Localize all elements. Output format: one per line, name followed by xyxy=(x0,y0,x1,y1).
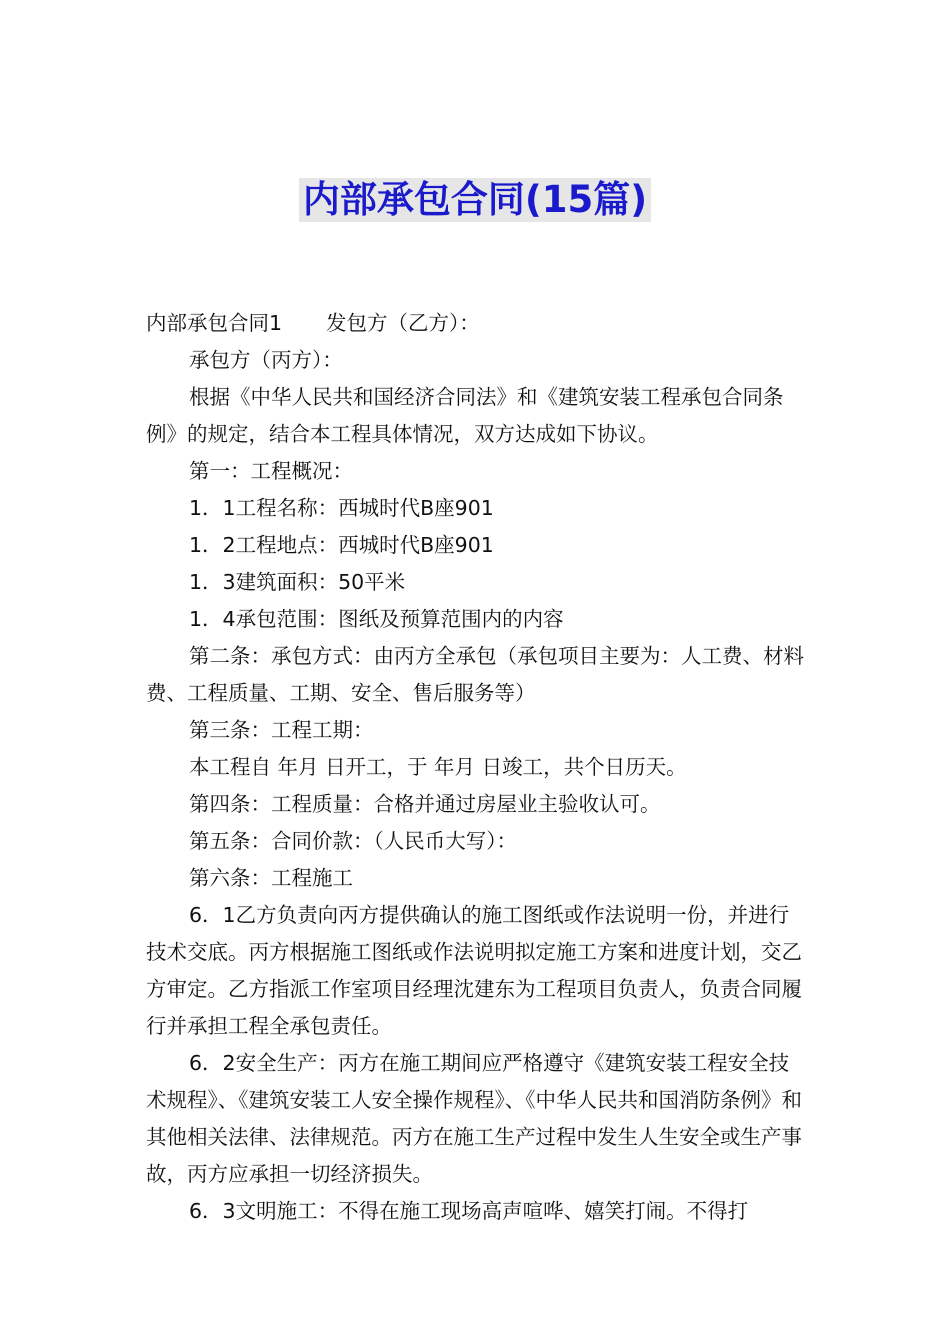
party-a-label: 发包方（乙方）： xyxy=(326,311,480,335)
title-block xyxy=(0,178,950,222)
paragraph-article-6: 第六条：工程施工 xyxy=(189,866,353,890)
contract-heading: 内部承包合同1 xyxy=(146,311,283,335)
document-title: 内部承包合同(15篇) xyxy=(299,178,651,222)
paragraph-1-3: 1．3建筑面积：50平米 xyxy=(189,570,406,594)
document-body xyxy=(146,305,808,1230)
paragraph-article-3: 第三条：工程工期： xyxy=(189,718,374,742)
paragraph-article-5: 第五条：合同价款：（人民币大写）： xyxy=(189,829,517,853)
paragraph-party-b: 承包方（丙方）： xyxy=(189,348,343,372)
contract-heading-line xyxy=(146,305,808,342)
paragraph-preamble: 根据《中华人民共和国经济合同法》和《建筑安装工程承包合同条例》的规定，结合本工程具体情况，双方达成如下协议。 xyxy=(146,385,784,446)
paragraph-article-2: 第二条：承包方式：由丙方全承包（承包项目主要为：人工费、材料费、工程质量、工期、安全、售后服务等） xyxy=(146,644,804,705)
paragraph-1-2: 1．2工程地点：西城时代B座901 xyxy=(189,533,494,557)
paragraph-article-4: 第四条：工程质量：合格并通过房屋业主验收认可。 xyxy=(189,792,661,816)
paragraph-6-1: 6．1乙方负责向丙方提供确认的施工图纸或作法说明一份，并进行技术交底。丙方根据施工图纸或作法说明拟定施工方案和进度计划，交乙方审定。乙方指派工作室项目经理沈建东为工程项目负责人，负责合同履行并承担工程全承包责任。 xyxy=(146,903,802,1038)
paragraph-schedule: 本工程自 年月 日开工，于 年月 日竣工，共个日历天。 xyxy=(189,755,687,779)
paragraph-1-4: 1．4承包范围：图纸及预算范围内的内容 xyxy=(189,607,564,631)
paragraph-6-3: 6．3文明施工：不得在施工现场高声喧哗、嬉笑打闹。不得打 xyxy=(189,1199,749,1223)
paragraph-6-2: 6．2安全生产：丙方在施工期间应严格遵守《建筑安装工程安全技术规程》、《建筑安装工人安全操作规程》、《中华人民共和国消防条例》和其他相关法律、法律规范。丙方在施工生产过程中发生人生安全或生产事故，丙方应承担一切经济损失。 xyxy=(146,1051,802,1186)
paragraph-1-1: 1．1工程名称：西城时代B座901 xyxy=(189,496,494,520)
paragraph-article-1: 第一：工程概况： xyxy=(189,459,353,483)
